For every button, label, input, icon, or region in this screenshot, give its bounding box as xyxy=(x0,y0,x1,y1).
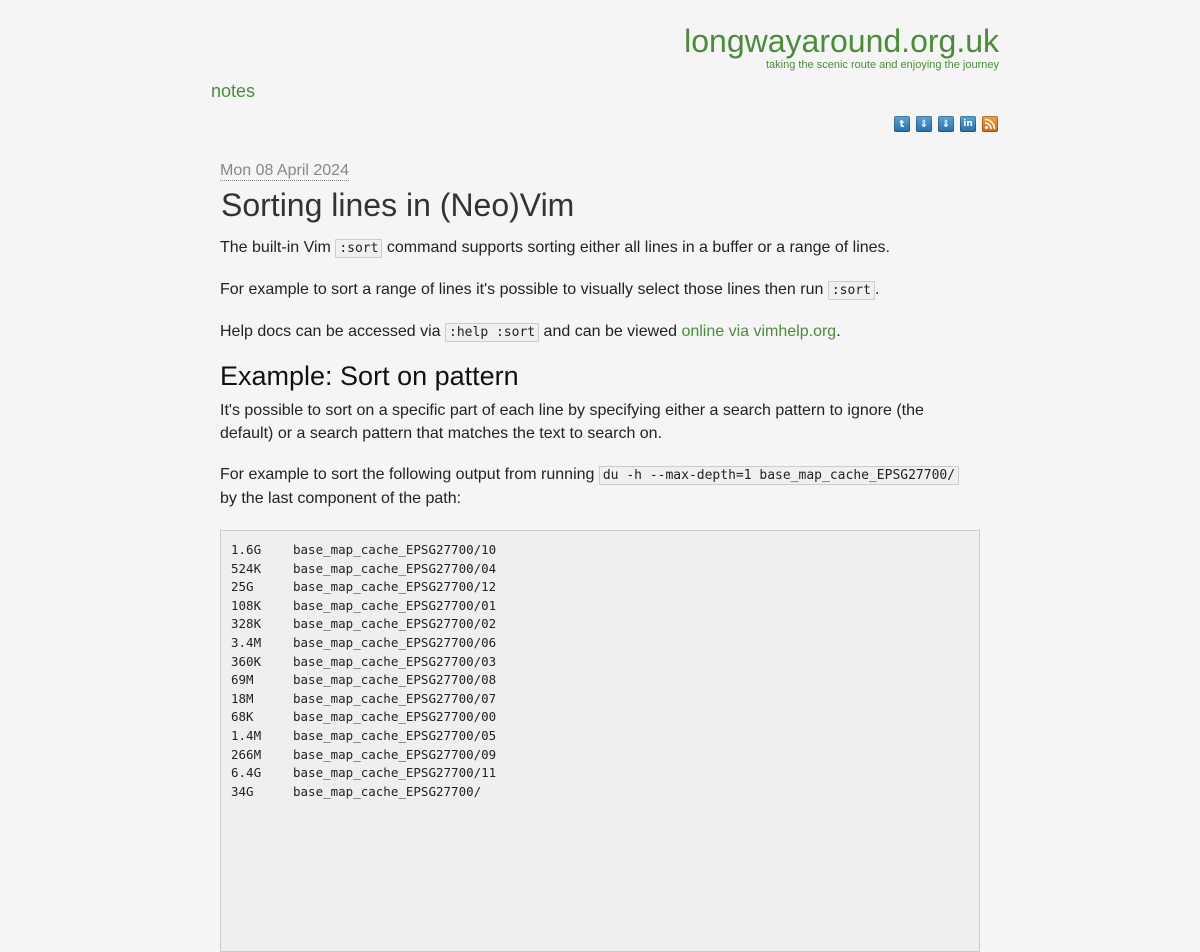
code-line xyxy=(231,746,969,765)
paragraph-help: Help docs can be accessed via :help :sort and can be viewed online via vimhelp.org. xyxy=(220,323,841,340)
paragraph-range: For example to sort a range of lines it's possible to visually select those lines then run :sort . xyxy=(220,281,880,298)
code-line xyxy=(231,690,969,709)
inline-code: :sort xyxy=(335,239,382,258)
paragraph-example: For example to sort the following output from running du -h --max-depth=1 base_map_cache_EPSG27700/ by the last component of the path: xyxy=(220,463,980,510)
code-line xyxy=(231,727,969,746)
code-path: base_map_cache_EPSG27700/00 xyxy=(293,709,497,725)
code-size: 69M xyxy=(231,672,254,688)
inline-code: :help :sort xyxy=(445,323,539,342)
code-path: base_map_cache_EPSG27700/03 xyxy=(293,653,497,669)
code-path: base_map_cache_EPSG27700/ xyxy=(293,783,482,799)
twitter-icon[interactable]: t xyxy=(894,116,910,132)
code-size: 360K xyxy=(231,653,262,669)
site-header xyxy=(684,22,999,71)
code-size: 266M xyxy=(231,746,262,762)
code-size: 25G xyxy=(231,579,254,595)
code-path: base_map_cache_EPSG27700/12 xyxy=(293,579,497,595)
code-size: 328K xyxy=(231,616,262,632)
code-path: base_map_cache_EPSG27700/02 xyxy=(293,616,497,632)
post-date: Mon 08 April 2024 xyxy=(220,162,349,179)
delicious-icon[interactable]: ⇓ xyxy=(916,116,932,132)
code-size: 1.4M xyxy=(231,727,262,743)
code-path: base_map_cache_EPSG27700/05 xyxy=(293,727,497,743)
code-path: base_map_cache_EPSG27700/08 xyxy=(293,672,497,688)
code-line xyxy=(231,653,969,672)
code-line xyxy=(231,783,969,802)
code-block xyxy=(220,530,980,952)
code-path: base_map_cache_EPSG27700/01 xyxy=(293,597,497,613)
code-size: 108K xyxy=(231,597,262,613)
code-size: 18M xyxy=(231,690,254,706)
post-title: Sorting lines in (Neo)Vim xyxy=(221,187,575,223)
inline-code: :sort xyxy=(828,281,875,300)
code-size: 3.4M xyxy=(231,634,262,650)
paragraph-intro: The built-in Vim :sort command supports sorting either all lines in a buffer or a range of lines. xyxy=(220,239,890,256)
code-path: base_map_cache_EPSG27700/10 xyxy=(293,542,497,557)
social-icons xyxy=(894,116,998,132)
code-size: 6.4G xyxy=(231,765,262,781)
code-line xyxy=(231,578,969,597)
code-line xyxy=(231,597,969,616)
nav-notes-link[interactable]: notes xyxy=(211,81,256,101)
code-line xyxy=(231,615,969,634)
code-path: base_map_cache_EPSG27700/04 xyxy=(293,560,497,576)
code-path: base_map_cache_EPSG27700/09 xyxy=(293,746,497,762)
code-size: 34G xyxy=(231,783,254,799)
linkedin-icon[interactable]: in xyxy=(960,116,976,132)
site-tagline: taking the scenic route and enjoying the journey xyxy=(766,59,999,71)
code-path: base_map_cache_EPSG27700/11 xyxy=(293,765,497,781)
article xyxy=(220,162,980,952)
section-heading: Example: Sort on pattern xyxy=(220,361,519,391)
vimhelp-link[interactable]: online via vimhelp.org xyxy=(681,323,837,340)
code-size: 68K xyxy=(231,709,254,725)
code-line xyxy=(231,671,969,690)
digg-icon[interactable]: ⇓ xyxy=(938,116,954,132)
inline-code: du -h --max-depth=1 base_map_cache_EPSG27700/ xyxy=(599,466,959,485)
code-path: base_map_cache_EPSG27700/06 xyxy=(293,634,497,650)
main-nav xyxy=(211,81,255,102)
code-size: 524K xyxy=(231,560,262,576)
code-line xyxy=(231,708,969,727)
code-line xyxy=(231,634,969,653)
site-title-link[interactable]: longwayaround.org.uk xyxy=(684,23,999,59)
code-line xyxy=(231,764,969,783)
code-path: base_map_cache_EPSG27700/07 xyxy=(293,690,497,706)
code-line xyxy=(231,541,969,560)
rss-icon[interactable] xyxy=(982,116,998,132)
paragraph-pattern: It's possible to sort on a specific part of each line by specifying either a search pattern to ignore (the default) or a search pattern that matches the text to search on. xyxy=(220,402,924,442)
code-line xyxy=(231,560,969,579)
code-size: 1.6G xyxy=(231,542,262,557)
